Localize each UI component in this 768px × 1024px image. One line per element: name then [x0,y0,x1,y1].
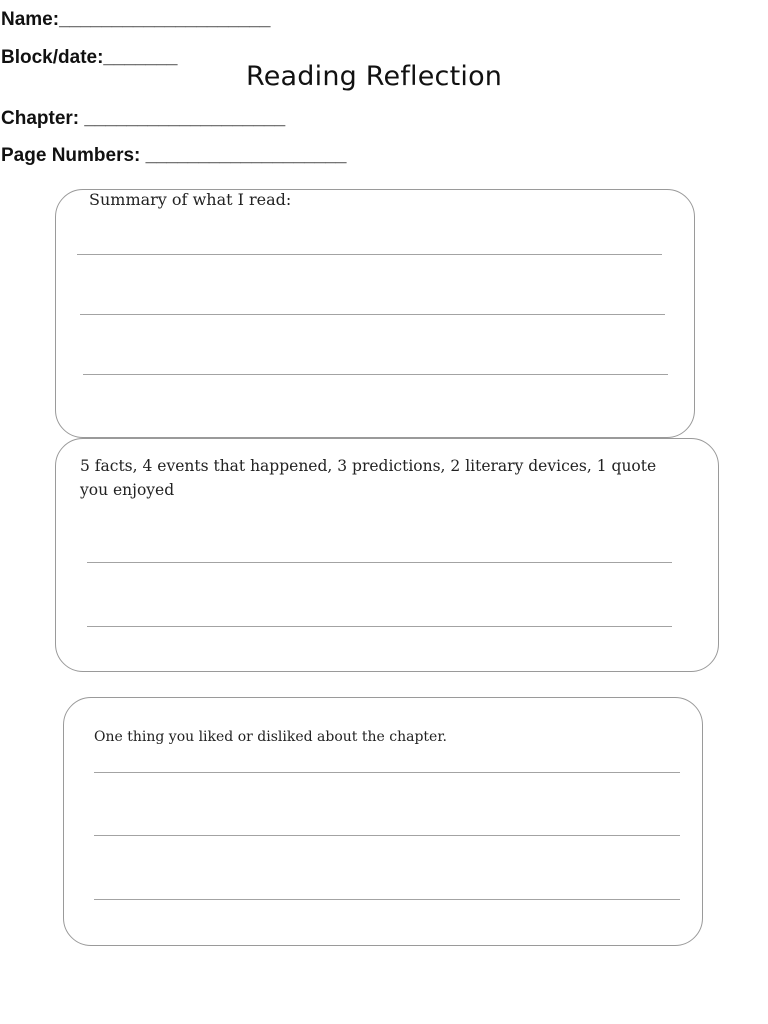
opinion-prompt: One thing you liked or disliked about the chapter. [94,729,447,745]
name-field[interactable]: Name:____________________ [1,9,271,30]
opinion-writing-line[interactable] [94,772,680,773]
page-numbers-field[interactable]: Page Numbers: ___________________ [1,145,347,166]
summary-writing-line[interactable] [80,314,665,315]
chapter-field[interactable]: Chapter: ___________________ [1,108,286,129]
worksheet-title: Reading Reflection [246,61,503,92]
summary-writing-line[interactable] [83,374,668,375]
opinion-writing-line[interactable] [94,835,680,836]
facts-writing-line[interactable] [87,626,672,627]
summary-writing-line[interactable] [77,254,662,255]
opinion-writing-line[interactable] [94,899,680,900]
summary-prompt: Summary of what I read: [89,190,292,209]
block-date-field[interactable]: Block/date:_______ [1,47,178,68]
facts-prompt: 5 facts, 4 events that happened, 3 predictions, 2 literary devices, 1 quote you enjoyed [80,457,657,499]
facts-writing-line[interactable] [87,562,672,563]
